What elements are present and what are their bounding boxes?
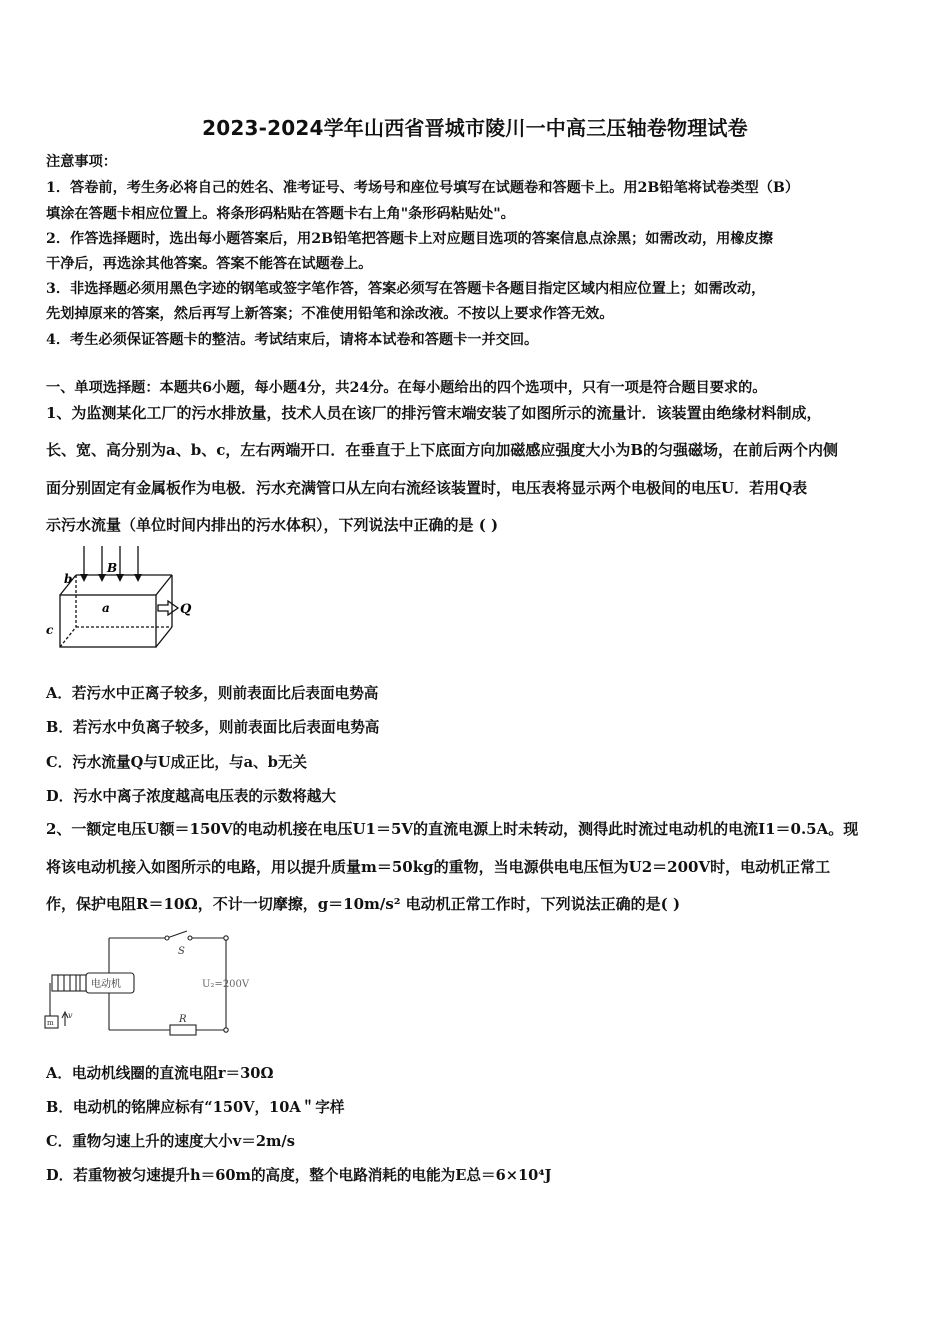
option-d: D．若重物被匀速提升h＝60m的高度，整个电路消耗的电能为E总＝6×10⁴J bbox=[46, 1167, 552, 1184]
notice-heading: 注意事项： bbox=[46, 154, 117, 170]
notice-line: 3．非选择题必须用黑色字迹的钢笔或签字笔作答，答案必须写在答题卡各题目指定区域内相应位置上；如需改动， bbox=[46, 281, 766, 297]
notice-line: 填涂在答题卡相应位置上。将条形码粘贴在答题卡右上角"条形码粘贴处"。 bbox=[46, 206, 515, 222]
label-S: S bbox=[178, 946, 185, 957]
label-c: c bbox=[46, 623, 54, 637]
question-1-text: 示污水流量（单位时间内排出的污水体积），下列说法中正确的是 ( ) bbox=[46, 516, 499, 534]
section-heading: 一、单项选择题：本题共6小题，每小题4分，共24分。在每小题给出的四个选项中，只有一项是符合题目要求的。 bbox=[46, 380, 767, 396]
label-R: R bbox=[179, 1014, 187, 1025]
motor-label: 电动机 bbox=[91, 979, 121, 990]
label-b: b bbox=[64, 572, 73, 586]
voltage-label: U₂=200V bbox=[202, 979, 250, 990]
notice-line: 1．答卷前，考生务必将自己的姓名、准考证号、考场号和座位号填写在试题卷和答题卡上。用2B铅笔将试卷类型（B） bbox=[46, 180, 800, 196]
page-title: 2023-2024学年山西省晋城市陵川一中高三压轴卷物理试卷 bbox=[202, 116, 748, 140]
question-2-text: 作，保护电阻R＝10Ω，不计一切摩擦，g＝10m/s² 电动机正常工作时，下列说法正确的是( ) bbox=[46, 895, 681, 913]
question-1-text: 1、为监测某化工厂的污水排放量，技术人员在该厂的排污管末端安装了如图所示的流量计．该装置由绝缘材料制成， bbox=[46, 404, 822, 422]
notice-line: 先划掉原来的答案，然后再写上新答案；不准使用铅笔和涂改液。不按以上要求作答无效。 bbox=[46, 306, 614, 322]
label-v: v bbox=[68, 1011, 73, 1020]
label-B: B bbox=[107, 561, 118, 575]
notice-line: 干净后，再选涂其他答案。答案不能答在试题卷上。 bbox=[46, 256, 373, 272]
label-m: m bbox=[47, 1019, 54, 1027]
option-d: D．污水中离子浓度越高电压表的示数将越大 bbox=[46, 788, 336, 805]
option-a: A．若污水中正离子较多，则前表面比后表面电势高 bbox=[46, 685, 379, 702]
question-2-text: 将该电动机接入如图所示的电路，用以提升质量m＝50kg的重物，当电源供电电压恒为U2＝200V时，电动机正常工 bbox=[46, 858, 831, 876]
question-1-text: 面分别固定有金属板作为电极．污水充满管口从左向右流经该装置时，电压表将显示两个电极间的电压U．若用Q表 bbox=[46, 479, 808, 497]
option-c: C．重物匀速上升的速度大小v＝2m/s bbox=[46, 1133, 295, 1150]
question-1-text: 长、宽、高分别为a、b、c，左右两端开口．在垂直于上下底面方向加磁感应强度大小为B的匀强磁场，在前后两个内侧 bbox=[46, 441, 839, 459]
motor-circuit-figure bbox=[42, 926, 262, 1044]
flowmeter-figure bbox=[40, 542, 200, 652]
label-Q: Q bbox=[180, 602, 192, 617]
notice-line: 2．作答选择题时，选出每小题答案后，用2B铅笔把答题卡上对应题目选项的答案信息点涂黑；如需改动，用橡皮擦 bbox=[46, 231, 773, 247]
option-b: B．若污水中负离子较多，则前表面比后表面电势高 bbox=[46, 719, 380, 736]
notice-line: 4．考生必须保证答题卡的整洁。考试结束后，请将本试卷和答题卡一并交回。 bbox=[46, 332, 539, 348]
label-a: a bbox=[102, 601, 110, 615]
question-2-text: 2、一额定电压U额＝150V的电动机接在电压U1＝5V的直流电源上时未转动，测得此时流过电动机的电流I1＝0.5A。现 bbox=[46, 820, 859, 838]
option-b: B．电动机的铭牌应标有“150V，10A＂字样 bbox=[46, 1099, 345, 1116]
option-c: C．污水流量Q与U成正比，与a、b无关 bbox=[46, 754, 308, 771]
option-a: A．电动机线圈的直流电阻r＝30Ω bbox=[46, 1065, 274, 1082]
